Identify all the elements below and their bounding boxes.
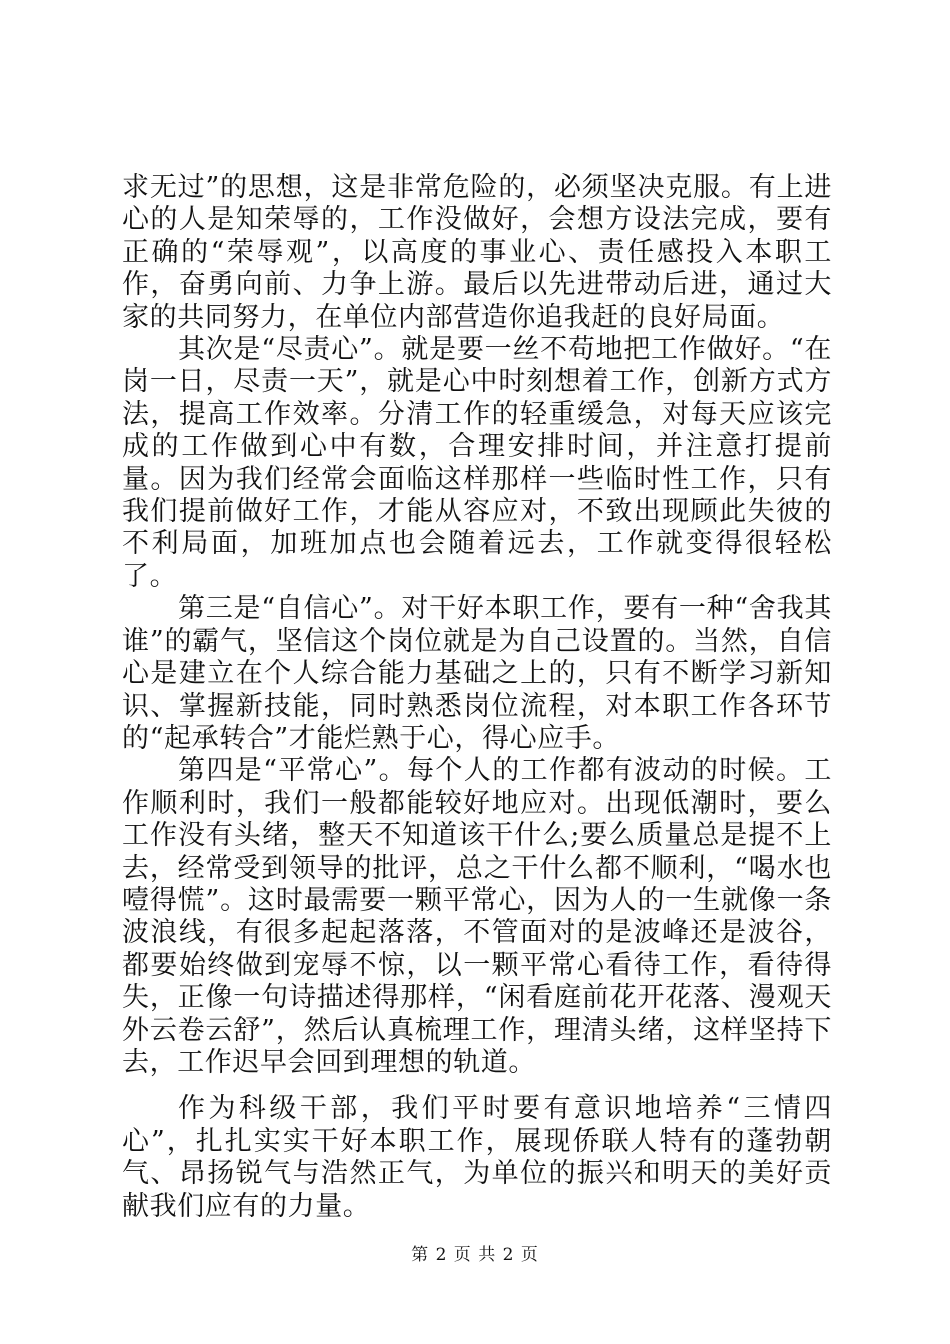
page-number-footer: 第 2 页 共 2 页 bbox=[411, 1245, 539, 1265]
paragraph-responsibility: 其次是“尽责心”。就是要一丝不苟地把工作做好。“在岗一日，尽责一天”，就是心中时刻想着工作，创新方式方法，提高工作效率。分清工作的轻重缓急，对每天应该完成的工作做到心中有数，合理安排时间，并注意打提前量。因为我们经常会面临这样那样一些临时性工作，只有我们提前做好工作，才能从容应对，不致出现顾此失彼的不利局面，加班加点也会随着远去，工作就变得很轻松了。 bbox=[122, 334, 832, 592]
document-body bbox=[122, 172, 832, 1223]
paragraph-continuation: 求无过”的思想，这是非常危险的，必须坚决克服。有上进心的人是知荣辱的，工作没做好，会想方设法完成，要有正确的“荣辱观”，以高度的事业心、责任感投入本职工作，奋勇向前、力争上游。最后以先进带动后进，通过大家的共同努力，在单位内部营造你追我赶的良好局面。 bbox=[122, 172, 832, 333]
paragraph-conclusion: 作为科级干部，我们平时要有意识地培养“三情四心”，扎扎实实干好本职工作，展现侨联人特有的蓬勃朝气、昂扬锐气与浩然正气，为单位的振兴和明天的美好贡献我们应有的力量。 bbox=[122, 1093, 832, 1222]
paragraph-confidence: 第三是“自信心”。对干好本职工作，要有一种“舍我其谁”的霸气，坚信这个岗位就是为自己设置的。当然，自信心是建立在个人综合能力基础之上的，只有不断学习新知识、掌握新技能，同时熟悉岗位流程，对本职工作各环节的“起承转合”才能烂熟于心，得心应手。 bbox=[122, 593, 832, 754]
paragraph-equanimity: 第四是“平常心”。每个人的工作都有波动的时候。工作顺利时，我们一般都能较好地应对。出现低潮时，要么工作没有头绪，整天不知道该干什么;要么质量总是提不上去，经常受到领导的批评，总之干什么都不顺利，“喝水也噎得慌”。这时最需要一颗平常心，因为人的一生就像一条波浪线，有很多起起落落，不管面对的是波峰还是波谷，都要始终做到宠辱不惊，以一颗平常心看待工作，看待得失，正像一句诗描述得那样，“闲看庭前花开花落、漫观天外云卷云舒”，然后认真梳理工作，理清头绪，这样坚持下去，工作迟早会回到理想的轨道。 bbox=[122, 755, 832, 1078]
